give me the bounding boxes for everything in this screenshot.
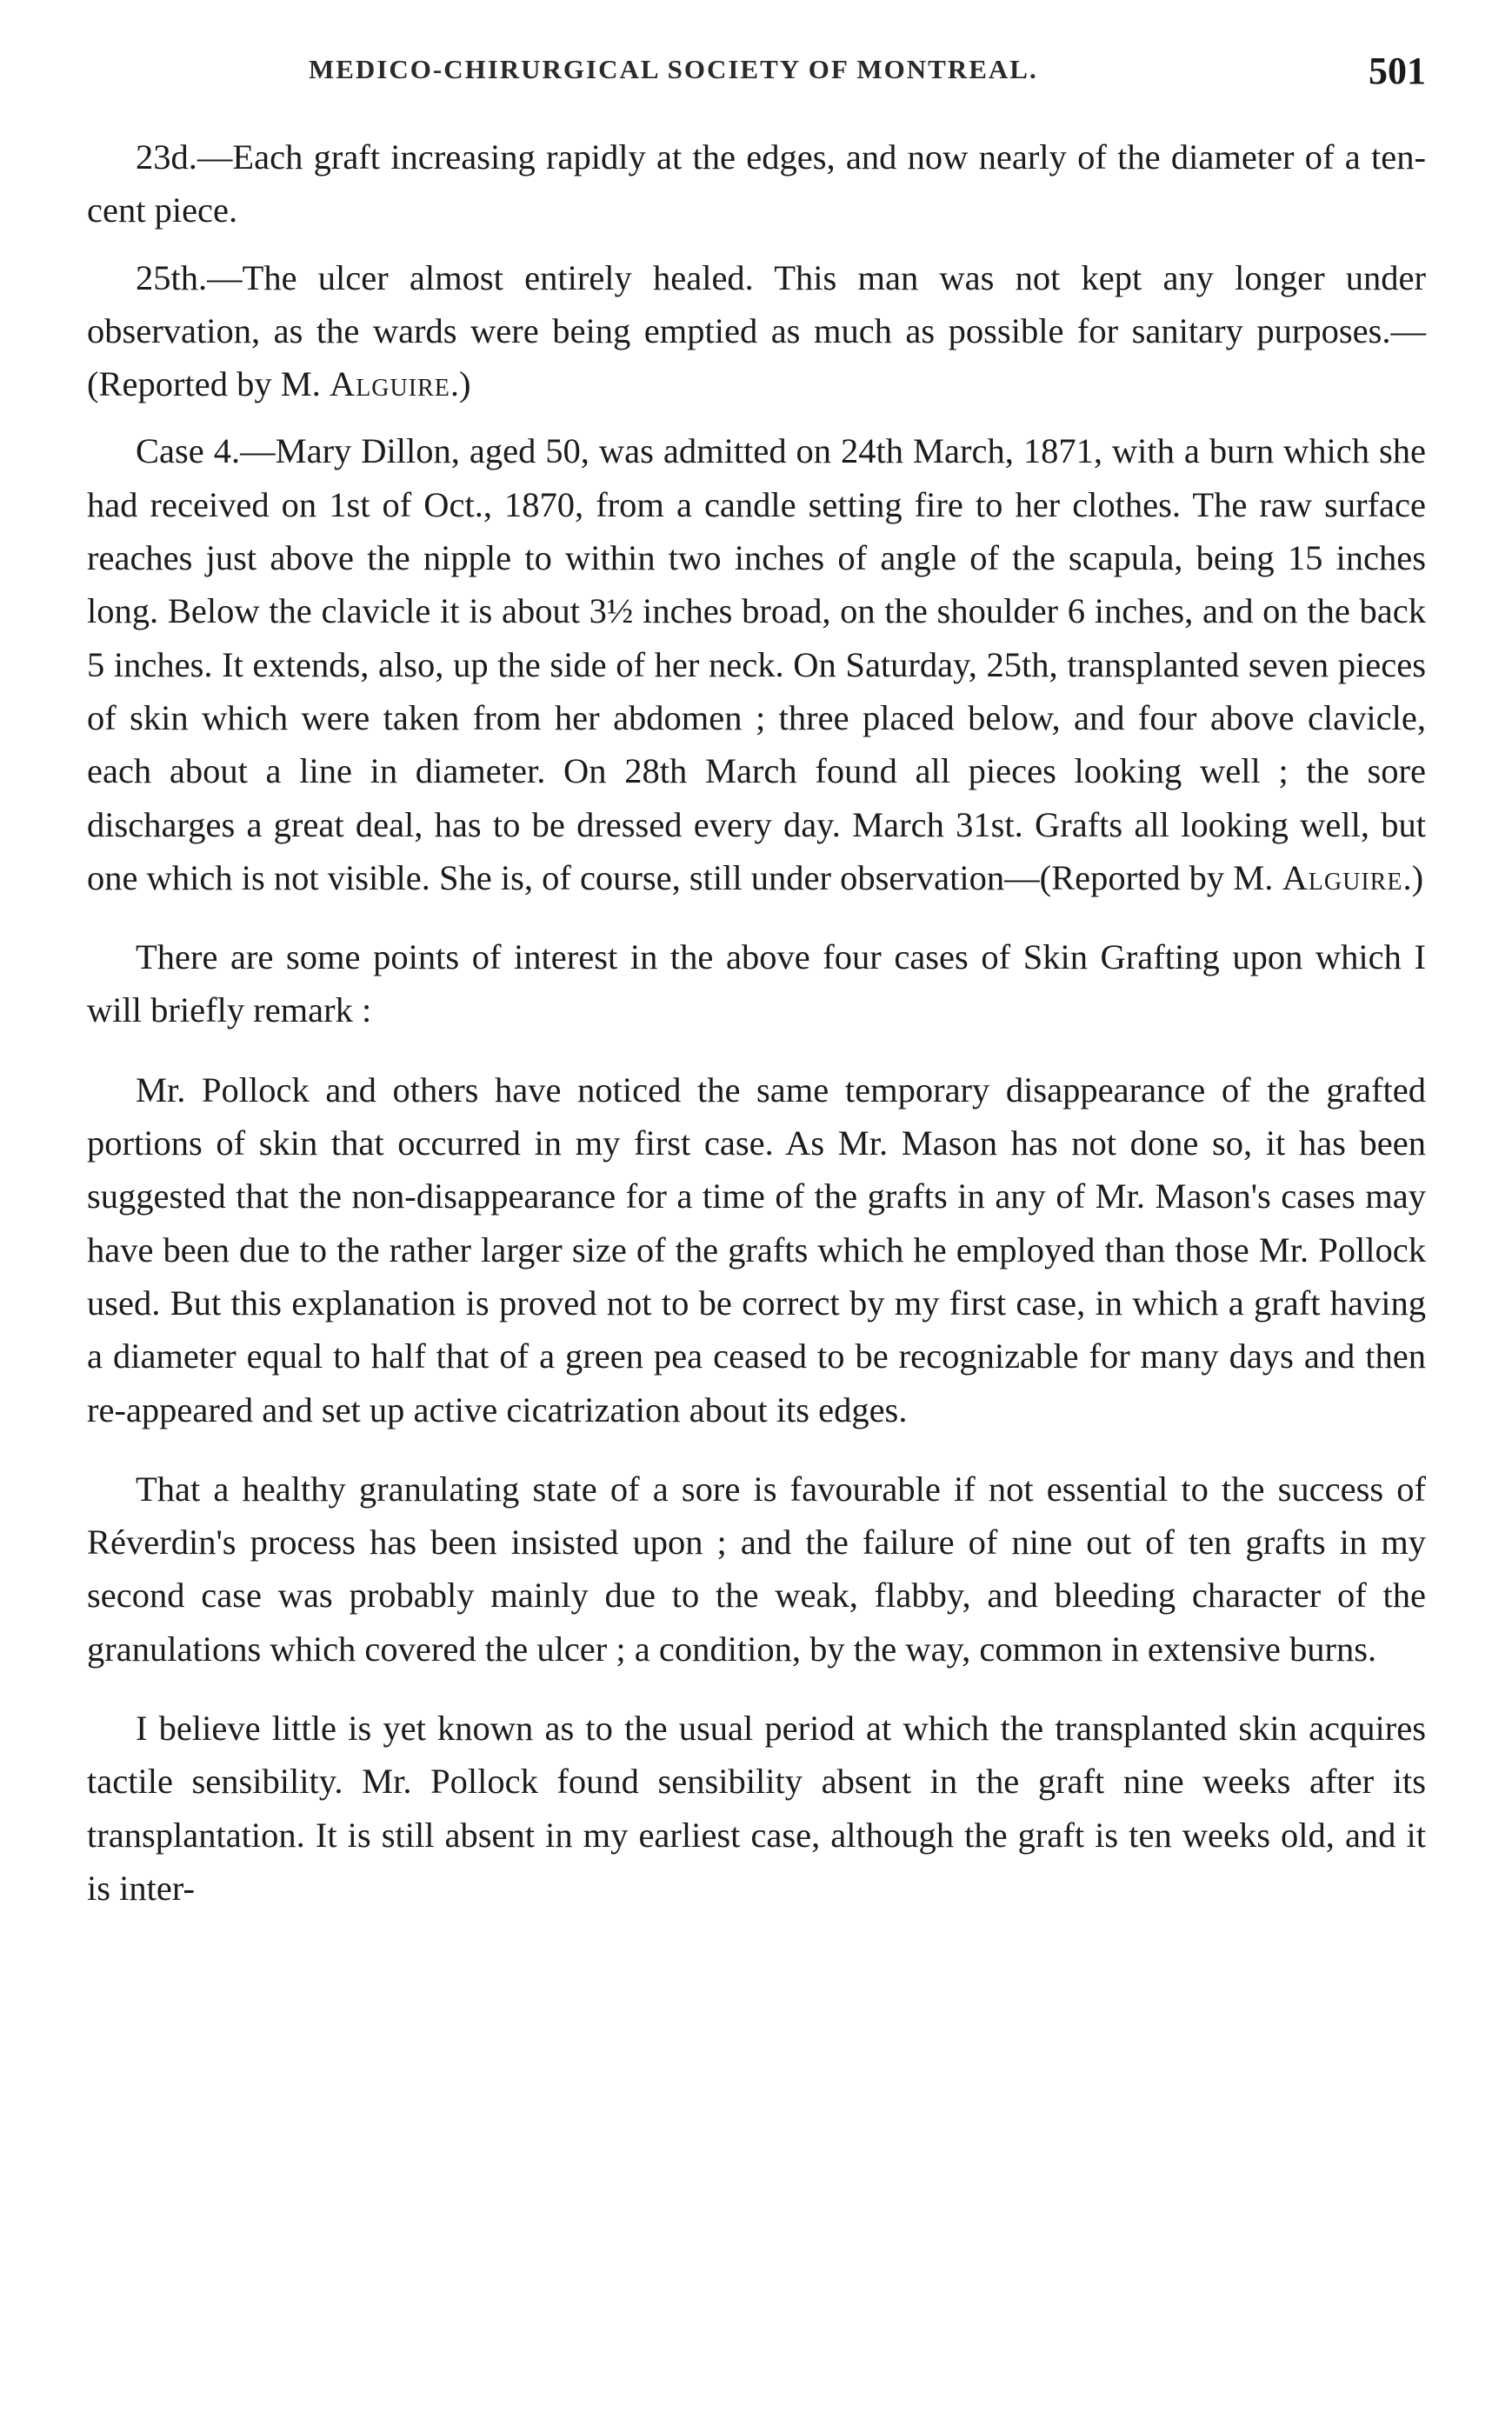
paragraph-case-4 bbox=[87, 424, 1426, 904]
paragraph-points-of-interest bbox=[87, 930, 1426, 1037]
page-header bbox=[87, 50, 1426, 106]
paragraph-tactile-sensibility bbox=[87, 1702, 1426, 1915]
page-number: 501 bbox=[1369, 50, 1426, 92]
paragraph-text: There are some points of interest in the above four cases of Skin Grafting upon which I will briefly remark : bbox=[87, 937, 1426, 1030]
paragraph-text: That a healthy granulating state of a sore is favourable if not essential to the success of Réverdin's process has been insisted upon ; and the failure of nine out of ten grafts in my second case was probably mainly due to the weak, flabby, and bleeding character of the granulations which covered the ulcer ; a condition, by the way, common in extensive burns. bbox=[87, 1469, 1426, 1669]
body-text bbox=[87, 130, 1426, 1930]
paragraph-text: Mr. Pollock and others have noticed the same temporary disappearance of the grafted portions of skin that occurred in my first case. As Mr. Mason has not done so, it has been suggested that the non-disappearance for a time of the grafts in any of Mr. Mason's cases may have been due to the rather larger size of the grafts which he employed than those Mr. Pollock used. But this explanation is proved not to be correct by my first case, in which a graft having a diameter equal to half that of a green pea ceased to be recognizable for many days and then re-appeared and set up active cicatrization about its edges. bbox=[87, 1069, 1426, 1429]
running-title: MEDICO-CHIRURGICAL SOCIETY OF MONTREAL. bbox=[309, 54, 1038, 84]
paragraph-pollock-disappearance bbox=[87, 1063, 1426, 1436]
paragraph-text: Case 4.—Mary Dillon, aged 50, was admitted on 24th March, 1871, with a burn which she had received on 1st of Oct., 1870, from a candle setting fire to her clothes. The raw surface reaches just above the nipple to within two inches of angle of the scapula, being 15 inches long. Below the clavicle it is about 3½ inches broad, on the shoulder 6 inches, and on the back 5 inches. It extends, also, up the side of her neck. On Saturday, 25th, transplanted seven pieces of skin which were taken from her abdomen ; three placed below, and four above clavicle, each about a line in diameter. On 28th March found all pieces looking well ; the sore discharges a great deal, has to be dressed every day. March 31st. Grafts all looking well, but one which is not visible. She is, of course, still under observation—(Reported by M. bbox=[87, 431, 1426, 897]
reporter-name: Alguire bbox=[1282, 857, 1403, 897]
paragraph-text: 23d.—Each graft increasing rapidly at the edges, and now nearly of the diameter of a ten-cent piece. bbox=[87, 137, 1426, 230]
paragraph-text: 25th.—The ulcer almost entirely healed. This man was not kept any longer under observation, as the wards were being emptied as much as possible for sanitary purposes.—(Reported by M. bbox=[87, 257, 1426, 404]
paragraph-tail: .) bbox=[1402, 857, 1424, 897]
paragraph-25th bbox=[87, 251, 1426, 411]
reporter-name: Alguire bbox=[329, 364, 450, 404]
paragraph-tail: .) bbox=[450, 364, 471, 404]
paragraph-text: I believe little is yet known as to the usual period at which the transplanted skin acquires tactile sensibility. Mr. Pollock found sensibility absent in the graft nine weeks after its transplantation. It is still absent in my earliest case, although the graft is ten weeks old, and it is inter- bbox=[87, 1709, 1426, 1908]
paragraph-23d bbox=[87, 130, 1426, 237]
paragraph-granulating-state bbox=[87, 1463, 1426, 1676]
